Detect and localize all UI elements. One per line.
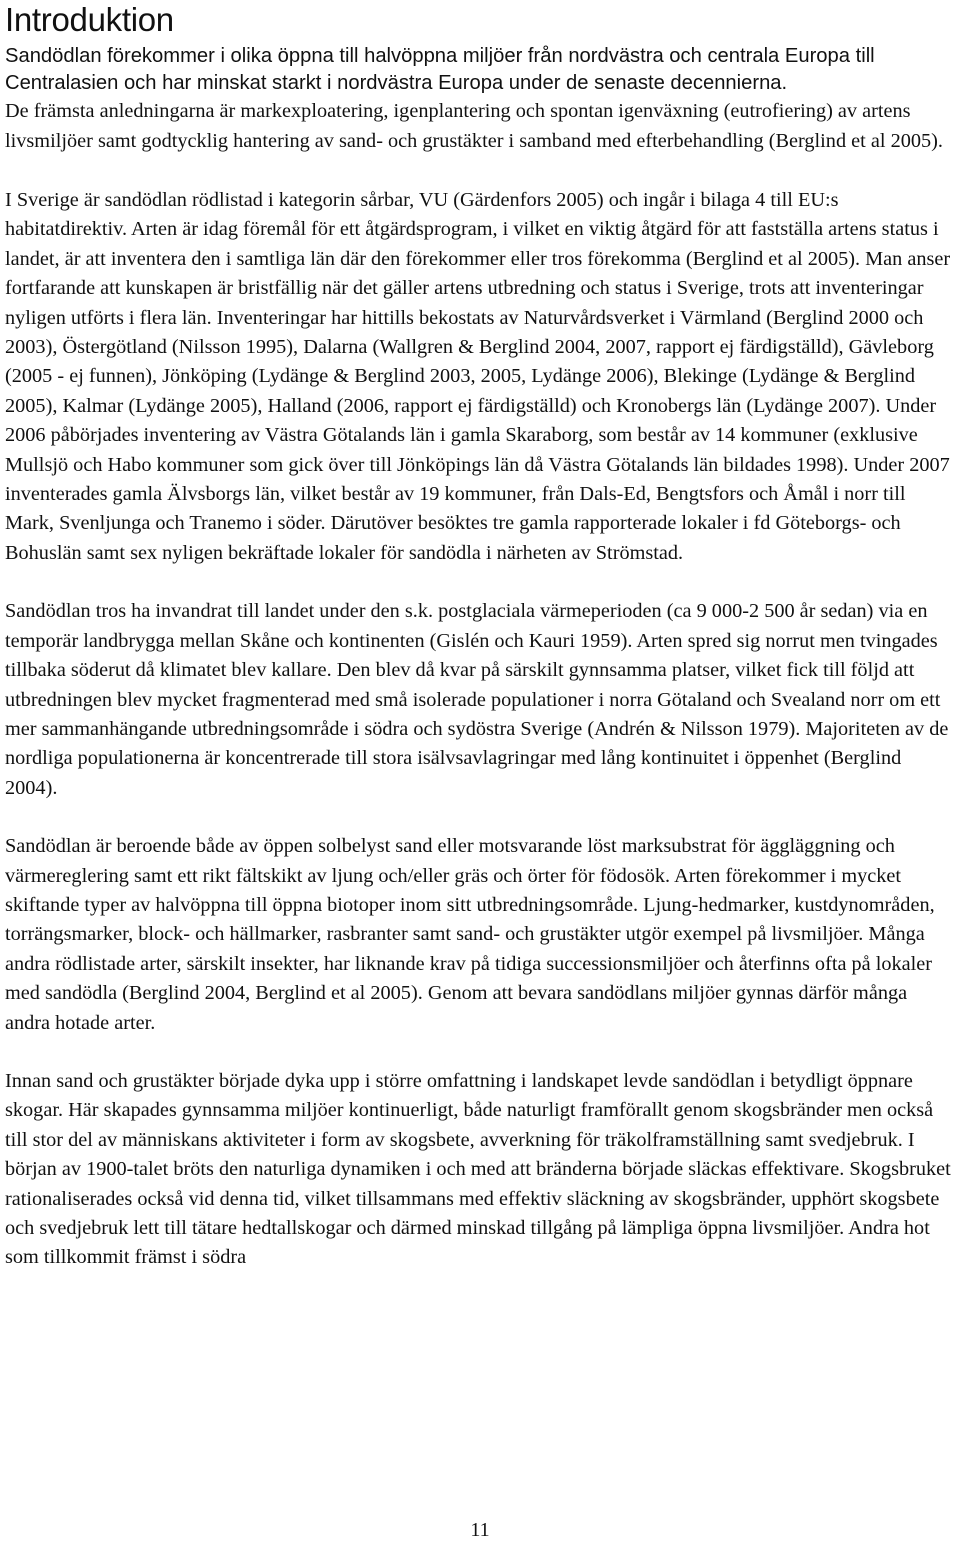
paragraph-introduction <box>5 43 957 96</box>
paragraph-causes <box>5 97 957 156</box>
paragraph-habitat: Sandödlan är beroende både av öppen solbelyst sand eller motsvarande löst marksubstrat för äggläggning och värmereglering samt ett rikt fältskikt av ljung och/eller gräs och örter för födosök. Arten förekommer i mycket skiftande typer av halvöppna till öppna biotoper inom sitt utbredningsområde. Ljung-hedmarker, kustdynområden, torrängsmarker, block- och hällmarker, rasbranter samt sand- och grustäkter utgör exempel på livsmiljöer. Många andra rödlistade arter, särskilt insekter, har liknande krav på tidiga successionsmiljöer och återfinns ofta på lokaler med sandödla (Berglind 2004, Berglind et al 2005). Genom att bevara sandödlans miljöer gynnas därför många andra hotade arter. <box>5 835 935 1034</box>
document-page <box>5 0 957 1273</box>
section-heading: Introduktion <box>5 1 174 38</box>
paragraph-redlist-status <box>5 186 957 568</box>
page-number: 11 <box>470 1519 490 1541</box>
intro-lead-text: Sandödlan förekommer i olika öppna till halvöppna miljöer från nordvästra och centrala Europa till Centralasien och har minskat starkt i nordvästra Europa under de senaste decennierna. <box>5 45 875 94</box>
paragraph-history: Sandödlan tros ha invandrat till landet under den s.k. postglaciala värmeperioden (ca 9 000-2 500 år sedan) via en temporär landbrygga mellan Skåne och kontinenten (Gislén och Kauri 1959). Arten spred sig norrut men tvingades tillbaka söderut då klimatet blev kallare. Den blev då kvar på särskilt gynnsamma platser, vilket fick till följd att utbredningen blev mycket fragmenterad med små isolerade populationer i norra Götaland och Svealand norr om ett mer sammanhängande utbredningsområde i södra och sydöstra Sverige (Andrén & Nilsson 1979). Majoriteten av de nordliga populationerna är koncentrerade till stora isälvsavlagringar med lång kontinuitet i öppenhet (Berglind 2004). <box>5 600 949 799</box>
paragraph-causes-text: De främsta anledningarna är markexploatering, igenplantering och spontan igenväxning (eutrofiering) av artens livsmiljöer samt godtycklig hantering av sand- och grustäkter i samband med efterbehandling (Berglind et al 2005). <box>5 100 943 152</box>
paragraph-redlist-rest: Arten är idag föremål för ett åtgärdsprogram, i vilket en viktig åtgärd för att fastställa artens status i landet, är att inventera den i samtliga län där den förekommer eller tros förekomma (Berglind et al 2005). Man anser fortfarande att kunskapen är bristfällig när det gäller artens utbredning och status i Sverige, trots att inventeringar nyligen utförts i flera län. Inventeringar har hittills bekostats av Naturvårdsverket i Värmland (Berglind 2000 och 2003), Östergötland (Nilsson 1995), Dalarna (Wallgren & Berglind 2004, 2007, rapport ej färdigställd), Gävleborg (2005 - ej funnen), Jönköping (Lydänge & Berglind 2003, 2005, Lydänge 2006), Blekinge (Lydänge & Berglind 2005), Kalmar (Lydänge 2005), Halland (2006, rapport ej färdigställd) och Kronobergs län (Lydänge 2007). Under 2006 påbörjades inventering av Västra Götalands län i gamla Skaraborg, som består av 14 kommuner (exklusive Mullsjö och Habo kommuner som gick över till Jönköpings län då Västra Götalands län bildades 1998). Under 2007 inventerades gamla Älvsborgs län, vilket består av 19 kommuner, från Dals-Ed, Bengtsfors och Åmål i norr till Mark, Svenljunga och Tranemo i söder. Därutöver besöktes tre gamla rapporterade lokaler i fd Göteborgs- och Bohuslän samt sex nyligen bekräftade lokaler för sandödla i närheten av Strömstad. <box>5 218 951 564</box>
paragraph-threats: Innan sand och grustäkter började dyka upp i större omfattning i landskapet levde sandödlan i betydligt öppnare skogar. Här skapades gynnsamma miljöer kontinuerligt, både naturligt framförallt genom skogsbränder men också till stor del av människans aktiviteter i form av skogsbete, avverkning för träkolframställning samt svedjebruk. I början av 1900-talet bröts den naturliga dynamiken i och med att bränderna började släckas effektivare. Skogsbruket rationaliserades också vid denna tid, vilket tillsammans med effektiv släckning av skogsbränder, upphört skogsbete och svedjebruk lett till tätare hedtallskogar och därmed minskad tillgång på lämpliga öppna livsmiljöer. Andra hot som tillkommit främst i södra <box>5 1069 951 1269</box>
paragraph-redlist-lead: I Sverige är sandödlan rödlistad i kategorin sårbar, VU (Gärdenfors 2005) och ingår i bilaga 4 till EU:s habitatdirektiv. <box>5 189 839 241</box>
